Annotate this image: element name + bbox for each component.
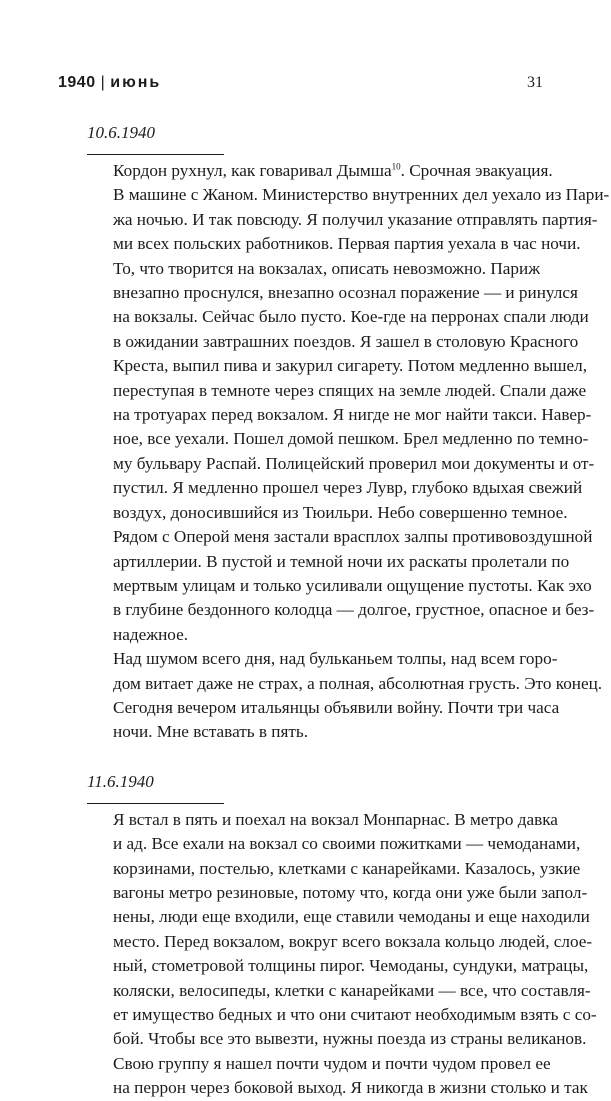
text-line: ми всех польских работников. Первая партия уехала в час ночи. <box>113 234 581 254</box>
text-line: коляски, велосипеды, клетки с канарейками — все, что составля- <box>113 980 591 1000</box>
text-line: место. Перед вокзалом, вокруг всего вокзала кольцо людей, слое- <box>113 931 593 951</box>
entry-date: 11.6.1940 <box>87 771 154 791</box>
paragraph <box>87 808 597 1052</box>
text-line: бой. Чтобы все это вывезти, нужны поезда из страны великанов. <box>113 1029 587 1049</box>
entry-date: 10.6.1940 <box>87 123 155 142</box>
header-month: июнь <box>110 74 162 91</box>
text-line: Рядом с Оперой меня застали врасплох залпы противовоздушной <box>113 527 593 547</box>
text-line: и ад. Все ехали на вокзал со своими пожитками — чемоданами, <box>113 834 581 854</box>
running-head <box>58 74 161 92</box>
text-line: корзинами, постелью, клетками с канарейками. Казалось, узкие <box>113 858 581 878</box>
text-line: на тротуарах перед вокзалом. Я нигде не мог найти такси. Навер- <box>113 405 592 425</box>
text-line: мертвым улицам и только усиливали ощущение пустоты. Как эхо <box>113 575 592 595</box>
header-separator: | <box>100 74 106 91</box>
text-line: ет имущество бедных и что они считают необходимым взять с со- <box>113 1005 597 1024</box>
text-line: воздух, доносившийся из Тюильри. Небо совершенно темное. <box>113 502 568 522</box>
text-line: внезапно проснулся, внезапно осознал поражение — и ринулся <box>113 283 578 303</box>
paragraph <box>87 696 560 745</box>
text-line: Сегодня вечером итальянцы объявили войну. Почти три часа <box>113 697 560 717</box>
text-line: ное, все уехали. Пошел домой пешком. Брел медленно по темно- <box>113 429 589 449</box>
page-number: 31 <box>527 74 543 91</box>
running-header <box>58 70 543 102</box>
text-line: на вокзалы. Сейчас было пусто. Кое-где на перронах спали люди <box>113 307 589 327</box>
text-line: То, что творится на вокзалах, описать невозможно. Париж <box>113 258 541 278</box>
paragraph <box>87 159 610 257</box>
date-underline <box>87 154 224 155</box>
text-line: в глубине бездонного колодца — долгое, грустное, опасное и без- <box>113 600 595 620</box>
text-line: Я встал в пять и поехал на вокзал Монпарнас. В метро давка <box>113 809 558 829</box>
header-year: 1940 <box>58 74 96 91</box>
text-line: на перрон через боковой выход. Я никогда в жизни столько и так <box>113 1078 588 1098</box>
footnote-ref: 10 <box>391 161 401 172</box>
page-body <box>87 122 610 1101</box>
text-line: надежное. <box>113 624 189 644</box>
text-line: нены, люди еще входили, еще ставили чемоданы и еще находили <box>113 907 590 927</box>
paragraph <box>87 647 603 696</box>
text-line: В машине с Жаном. Министерство внутренних дел уехало из Пари- <box>113 185 610 205</box>
text-line: жа ночью. И так повсюду. Я получил указание отправлять партия- <box>113 209 598 229</box>
text-line: Кордон рухнул, как говаривал Дымша$^{10}$. Срочная эвакуация. <box>113 161 553 180</box>
text-line: в ожидании завтрашних поездов. Я зашел в столовую Красного <box>113 331 579 351</box>
paragraph <box>87 257 595 648</box>
text-line: Креста, выпил пива и закурил сигарету. Потом медленно вышел, <box>113 356 588 376</box>
paragraph <box>87 1052 588 1101</box>
diary-entry-1 <box>87 122 610 745</box>
text-line: артиллерии. В пустой и темной ночи их раскаты пролетали по <box>113 551 570 571</box>
date-underline <box>87 803 224 804</box>
text-line: пустил. Я медленно прошел через Лувр, глубоко вдыхая свежий <box>113 478 583 498</box>
diary-entry-2 <box>87 771 597 1101</box>
text-line: Над шумом всего дня, над бульканьем толпы, над всем горо- <box>113 649 558 669</box>
text-line: вагоны метро резиновые, потому что, когда они уже были запол- <box>113 882 588 902</box>
text-line: ный, стометровой толщины пирог. Чемоданы, сундуки, матрацы, <box>113 956 589 976</box>
text-line: дом витает даже не страх, а полная, абсолютная грусть. Это конец. <box>113 673 603 693</box>
text-line: переступая в темноте через спящих на земле людей. Спали даже <box>113 380 587 400</box>
text-line: му бульвару Распай. Полицейский проверил мои документы и от- <box>113 453 595 473</box>
text-line: Свою группу я нашел почти чудом и почти чудом провел ее <box>113 1053 551 1073</box>
text-line: ночи. Мне вставать в пять. <box>113 722 309 742</box>
